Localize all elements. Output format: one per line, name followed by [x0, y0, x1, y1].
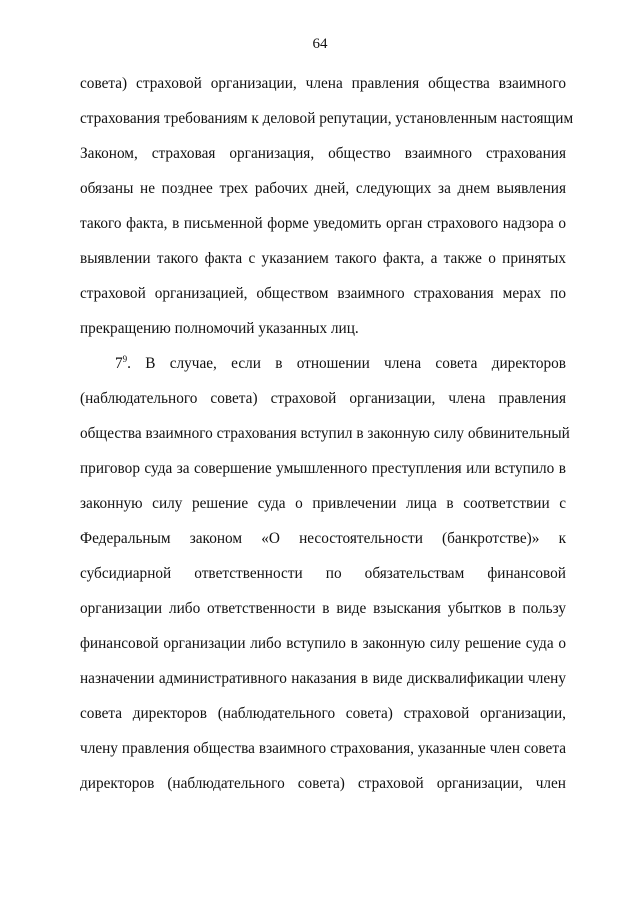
text-line: назначении административного наказания в виде дисквалификации члену	[80, 670, 566, 687]
text-line: прекращению полномочий указанных лиц.	[80, 320, 359, 337]
text-line: директоров (наблюдательного совета) страховой организации, член	[80, 775, 566, 792]
document-body	[80, 66, 574, 801]
text-line: субсидиарной ответственности по обязательствам финансовой	[80, 565, 566, 582]
text-line: организации либо ответственности в виде взыскания убытков в пользу	[80, 600, 566, 617]
text-line: страховой организацией, обществом взаимного страхования мерах по	[80, 285, 566, 302]
text-line: обязаны не позднее трех рабочих дней, следующих за днем выявления	[80, 180, 566, 197]
paragraph-first-line	[80, 346, 566, 381]
text-line: совета директоров (наблюдательного совета) страховой организации,	[80, 705, 566, 722]
text-line: приговор суда за совершение умышленного преступления или вступило в	[80, 460, 566, 477]
clause-number: 7	[115, 355, 123, 372]
page-number: 64	[312, 36, 328, 52]
text-line: общества взаимного страхования вступил в законную силу обвинительный	[80, 425, 570, 442]
text-line: финансовой организации либо вступило в законную силу решение суда о	[80, 635, 566, 652]
text-line: совета) страховой организации, члена правления общества взаимного	[80, 75, 566, 92]
clause-superscript: 9	[122, 353, 128, 364]
text-line: такого факта, в письменной форме уведомить орган страхового надзора о	[80, 215, 566, 232]
text-line: Федеральным законом «О несостоятельности (банкротстве)» к	[80, 530, 566, 547]
text-line: члену правления общества взаимного страхования, указанные член совета	[80, 740, 566, 757]
paragraph-2	[80, 346, 570, 801]
text-line: страхования требованиям к деловой репутации, установленным настоящим	[80, 110, 574, 127]
paragraph-1	[80, 66, 574, 346]
text-line: выявлении такого факта с указанием такого факта, а также о принятых	[80, 250, 566, 267]
clause-text: . В случае, если в отношении члена совета директоров	[127, 355, 566, 372]
text-line: законную силу решение суда о привлечении лица в соответствии с	[80, 495, 566, 512]
text-line: (наблюдательного совета) страховой организации, члена правления	[80, 390, 566, 407]
text-line: Законом, страховая организация, общество взаимного страхования	[80, 145, 566, 162]
